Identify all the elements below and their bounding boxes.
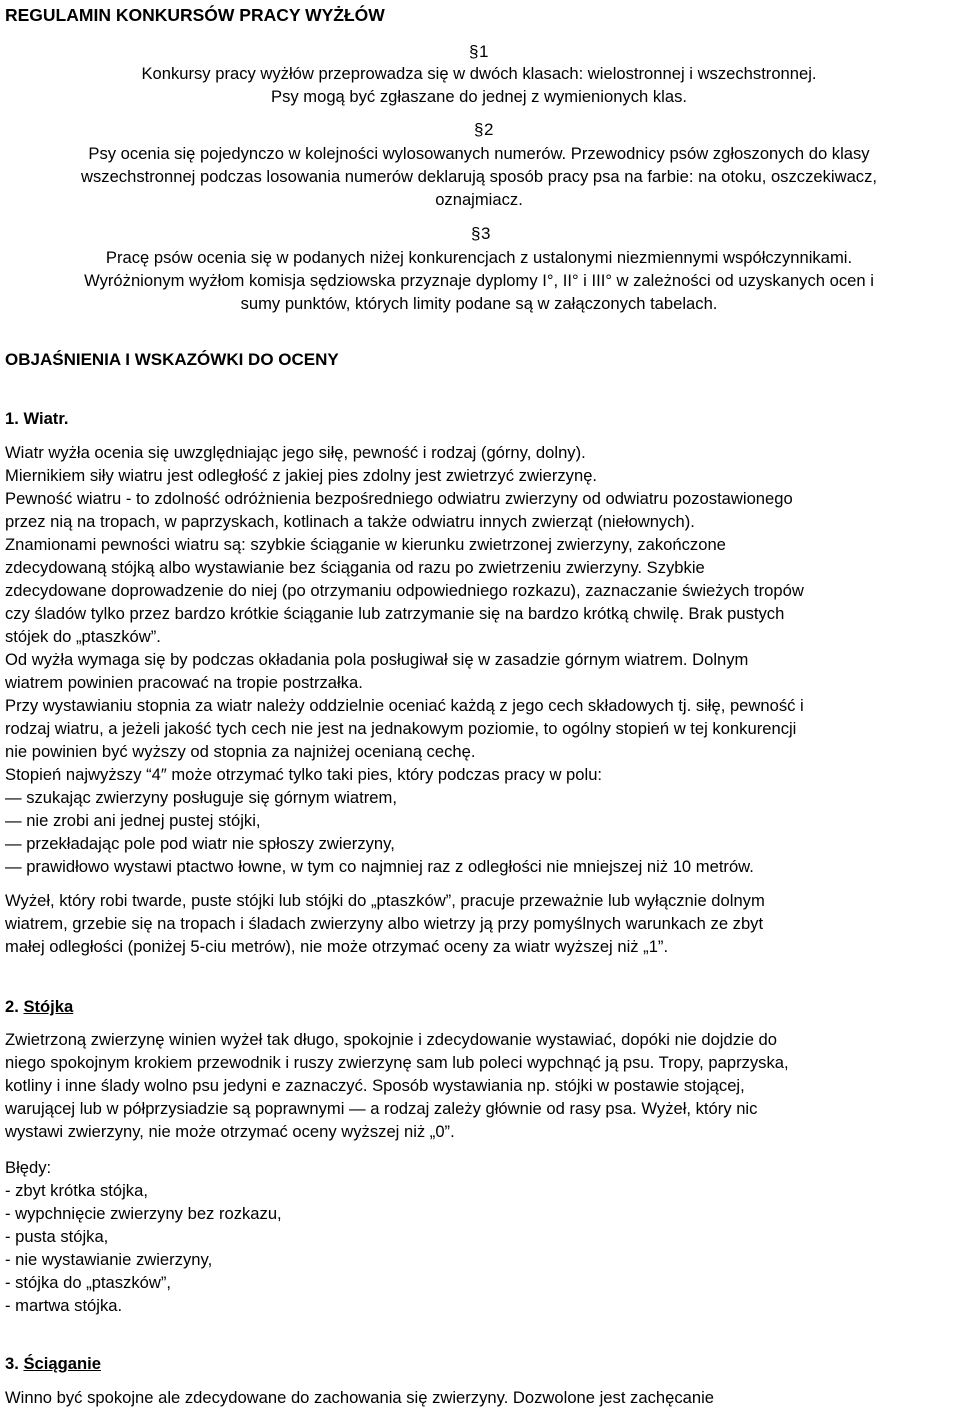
paragraph-number: 1 [479, 42, 489, 61]
text-line: Przy wystawianiu stopnia za wiatr należy oddzielnie oceniać każdą z jego cech składowych tj. siłę, pewność i [5, 696, 804, 715]
text-line: Stopień najwyższy “4″ może otrzymać tylko taki pies, który podczas pracy w polu: [5, 765, 603, 784]
text-line: wiatrem powinien pracować na tropie postrzałka. [5, 673, 363, 692]
list-item: — przekładając pole pod wiatr nie spłoszy zwierzyny, [5, 834, 395, 853]
section-symbol: § [469, 42, 479, 61]
list-item: - martwa stójka. [5, 1296, 123, 1315]
text-line: Psy mogą być zgłaszane do jednej z wymienionych klas. [271, 87, 687, 106]
document-title: REGULAMIN KONKURSÓW PRACY WYŻŁÓW [5, 5, 385, 25]
text-line: zdecydowane doprowadzenie do niej (po otrzymaniu odpowiedniego rozkazu), zaznaczanie świeżych tropów [5, 581, 804, 600]
list-item: — prawidłowo wystawi ptactwo łowne, w tym co najmniej raz z odległości nie mniejszej niż 10 metrów. [5, 857, 754, 876]
text-line: nie powinien być wyższy od stopnia za najniżej ocenianą cechę. [5, 742, 476, 761]
text-line: warującej lub w półprzysiadzie są poprawnymi — a rodzaj zależy głównie od rasy psa. Wyżeł, który nic [5, 1099, 758, 1118]
paragraph-number: 3 [481, 224, 491, 243]
paragraph-1-text [3, 62, 955, 108]
text-line: wszechstronnej podczas losowania numerów deklarują sposób pracy psa na farbie: na otoku, oszczekiwacz, [81, 167, 877, 186]
text-line: Znamionami pewności wiatru są: szybkie ściąganie w kierunku zwietrzonej zwierzyny, zakończone [5, 535, 726, 554]
text-line: Miernikiem siły wiatru jest odległość z jakiej pies zdolny jest zwietrzyć zwierzynę. [5, 466, 598, 485]
wiatr-text-2 [5, 889, 955, 958]
paragraph-3-number [471, 222, 490, 245]
text-line: przez nią na tropach, w paprzyskach, kotlinach a także odwiatru innych zwierząt (niełownych). [5, 512, 695, 531]
section-heading: OBJAŚNIENIA I WSKAZÓWKI DO OCENY [5, 350, 339, 369]
wiatr-heading: 1. Wiatr. [5, 409, 69, 428]
list-item: - pusta stójka, [5, 1227, 109, 1246]
text-line: małej odległości (poniżej 5-ciu metrów), nie może otrzymać oceny za wiatr wyższej niż „1”. [5, 937, 669, 956]
text-line: Winno być spokojne ale zdecydowane do zachowania się zwierzyny. Dozwolone jest zachęcanie [5, 1388, 715, 1407]
section-symbol: § [471, 224, 481, 243]
text-line: Konkursy pracy wyżłów przeprowadza się w dwóch klasach: wielostronnej i wszechstronnej. [141, 64, 817, 83]
sciaganie-text [5, 1386, 955, 1409]
text-line: Psy ocenia się pojedynczo w kolejności wylosowanych numerów. Przewodnicy psów zgłoszonych do klasy [88, 144, 870, 163]
text-line: wiatrem, grzebie się na tropach i śladach zwierzyny albo wietrzy ją przy pomyślnych warunkach ze zbyt [5, 914, 764, 933]
text-line: wystawi zwierzyny, nie może otrzymać oceny wyższej niż „0”. [5, 1122, 455, 1141]
text-line: niego spokojnym krokiem przewodnik i ruszy zwierzynę sam lub poleci wypchnąć ją psu. Tropy, paprzyska, [5, 1053, 789, 1072]
paragraph-3-text [3, 246, 955, 315]
heading-number: 3. [5, 1354, 24, 1373]
text-line: sumy punktów, których limity podane są w załączonych tabelach. [240, 294, 718, 313]
list-item: - stójka do „ptaszków”, [5, 1273, 171, 1292]
list-item: — nie zrobi ani jednej pustej stójki, [5, 811, 261, 830]
text-line: Wyróżnionym wyżłom komisja sędziowska przyznaje dyplomy I°, II° i III° w zależności od uzyskanych ocen i [84, 271, 874, 290]
text-line: Pracę psów ocenia się w podanych niżej konkurencjach z ustalonymi niezmiennymi współczynnikami. [105, 248, 853, 267]
wiatr-text [5, 441, 955, 878]
list-item: - zbyt krótka stójka, [5, 1181, 148, 1200]
list-item: — szukając zwierzyny posługuje się górnym wiatrem, [5, 788, 397, 807]
errors-label: Błędy: [5, 1158, 52, 1177]
text-line: Od wyżła wymaga się by podczas okładania pola posługiwał się w zasadzie górnym wiatrem. Dolnym [5, 650, 749, 669]
paragraph-2-text [3, 142, 955, 211]
text-line: zdecydowaną stójką albo wystawianie bez ściągania od razu po zwietrzeniu zwierzyny. Szybkie [5, 558, 705, 577]
paragraph-number: 2 [484, 120, 494, 139]
section-symbol: § [474, 120, 484, 139]
text-line: Pewność wiatru - to zdolność odróżnienia bezpośredniego odwiatru zwierzyny od odwiatru pozostawionego [5, 489, 793, 508]
stojka-heading [5, 995, 73, 1018]
text-line: stójek do „ptaszków”. [5, 627, 161, 646]
stojka-text [5, 1028, 955, 1143]
heading-word: Ściąganie [23, 1354, 101, 1373]
text-line: kotliny i inne ślady wolno psu jedyni e zaznaczyć. Sposób wystawiania np. stójki w postawie stojącej, [5, 1076, 745, 1095]
text-line: rodzaj wiatru, a jeżeli jakość tych cech nie jest na jednakowym poziomie, to ogólny stopień w tej konkurencji [5, 719, 797, 738]
text-line: Zwietrzoną zwierzynę winien wyżeł tak długo, spokojnie i zdecydowanie wystawiać, dopóki nie dojdzie do [5, 1030, 778, 1049]
paragraph-2-number [474, 118, 493, 141]
text-line: czy śladów tylko przez bardzo krótkie ściąganie lub zatrzymanie się na bardzo krótką chwilę. Brak pustych [5, 604, 785, 623]
list-item: - nie wystawianie zwierzyny, [5, 1250, 213, 1269]
paragraph-1-number [469, 40, 488, 63]
list-item: - wypchnięcie zwierzyny bez rozkazu, [5, 1204, 282, 1223]
text-line: Wiatr wyżła ocenia się uwzględniając jego siłę, pewność i rodzaj (górny, dolny). [5, 443, 586, 462]
stojka-errors [5, 1156, 955, 1317]
heading-number: 2. [5, 997, 24, 1016]
text-line: Wyżeł, który robi twarde, puste stójki lub stójki do „ptaszków”, pracuje przeważnie lub wyłącznie dolnym [5, 891, 765, 910]
heading-word: Stójka [23, 997, 74, 1016]
text-line: oznajmiacz. [435, 190, 523, 209]
sciaganie-heading [5, 1352, 101, 1375]
